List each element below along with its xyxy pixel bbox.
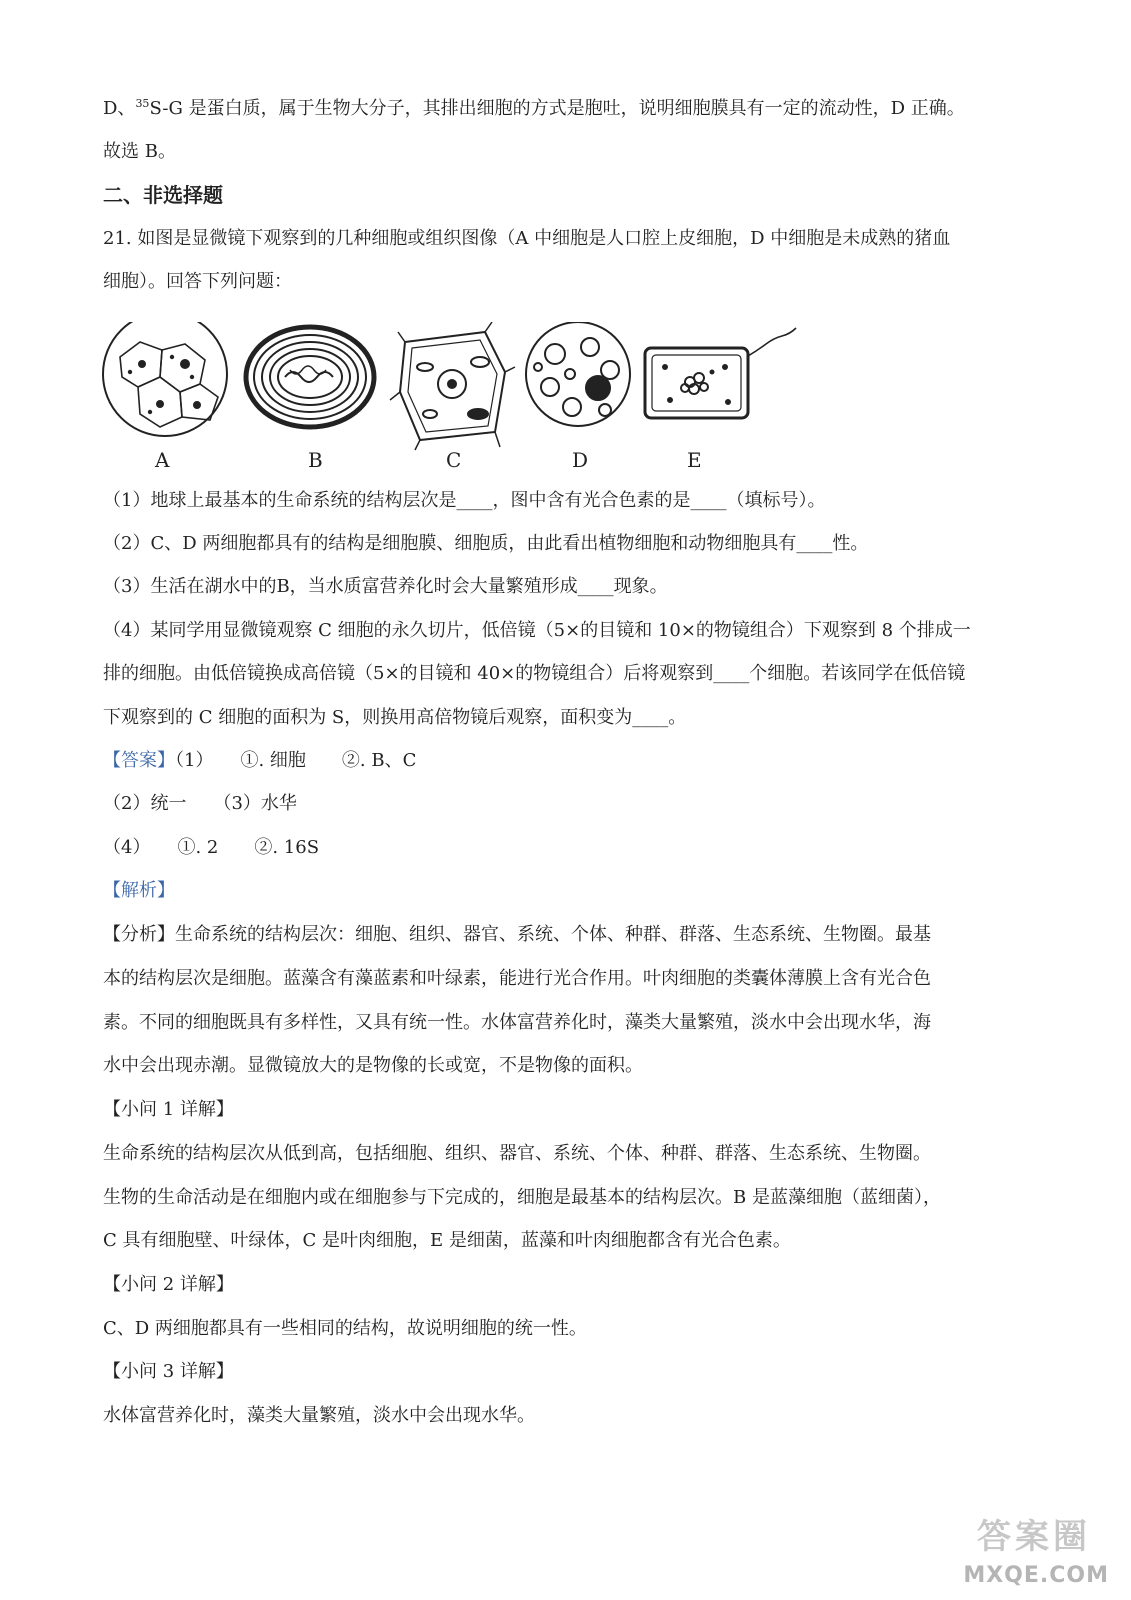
sub-question-4-line-1: （4）某同学用显微镜观察 C 细胞的永久切片，低倍镜（5×的目镜和 10×的物镜组合）下观察到 8 个排成一 <box>103 620 971 641</box>
sub-question-1: （1）地球上最基本的生命系统的结构层次是____，图中含有光合色素的是____（填标号）。 <box>103 490 826 511</box>
figure-label-d: D <box>572 448 589 472</box>
figure-label-c: C <box>446 448 462 472</box>
choose-line: 故选 B。 <box>103 141 176 162</box>
watermark-url: MXQE.COM <box>963 1563 1109 1588</box>
detail-1-title: 【小问 1 详解】 <box>103 1099 234 1120</box>
answer-line-2: （2）统一 （3）水华 <box>103 793 297 814</box>
detail-1-line-1: 生命系统的结构层次从低到高，包括细胞、组织、器官、系统、个体、种群、群落、生态系统、生物圈。 <box>103 1143 931 1164</box>
sub-question-3: （3）生活在湖水中的B，当水质富营养化时会大量繁殖形成____现象。 <box>103 576 668 597</box>
answer-line-3: （4） ①. 2 ②. 16S <box>103 837 320 858</box>
cell-image-e <box>645 328 796 418</box>
detail-1-line-3: C 具有细胞壁、叶绿体，C 是叶肉细胞，E 是细菌，蓝藻和叶肉细胞都含有光合色素。 <box>103 1230 791 1251</box>
analysis-line-4: 水中会出现赤潮。显微镜放大的是物像的长或宽，不是物像的面积。 <box>103 1055 643 1076</box>
sub-question-4-line-3: 下观察到的 C 细胞的面积为 S，则换用高倍物镜后观察，面积变为____。 <box>103 707 687 728</box>
cell-image-b <box>246 327 374 427</box>
detail-1-line-2: 生物的生命活动是在细胞内或在细胞参与下完成的，细胞是最基本的结构层次。B 是蓝藻细胞（蓝细菌）， <box>103 1187 941 1208</box>
question-21-line-2: 细胞）。回答下列问题： <box>103 271 292 292</box>
cell-image-c <box>390 322 515 450</box>
option-d-prefix: D、 <box>103 98 136 119</box>
detail-2-line-1: C、D 两细胞都具有一些相同的结构，故说明细胞的统一性。 <box>103 1318 587 1339</box>
cell-image-d <box>526 322 630 426</box>
answer-1: （1） ①. 细胞 ②. B、C <box>175 750 417 771</box>
sub-question-4-line-2: 排的细胞。由低倍镜换成高倍镜（5×的目镜和 40×的物镜组合）后将观察到____个细胞。若该同学在低倍镜 <box>103 663 966 684</box>
answer-tag: 【答案】 <box>103 750 175 771</box>
figure-label-a: A <box>155 448 170 472</box>
option-d-line <box>103 96 965 122</box>
detail-2-title: 【小问 2 详解】 <box>103 1274 234 1295</box>
detail-3-line-1: 水体富营养化时，藻类大量繁殖，淡水中会出现水华。 <box>103 1405 535 1426</box>
isotope-superscript: 35 <box>135 97 150 110</box>
sub-question-2: （2）C、D 两细胞都具有的结构是细胞膜、细胞质，由此看出植物细胞和动物细胞具有____性。 <box>103 533 869 554</box>
analysis-line-1: 【分析】生命系统的结构层次：细胞、组织、器官、系统、个体、种群、群落、生态系统、生物圈。最基 <box>103 924 931 945</box>
figure-label-b: B <box>308 448 323 472</box>
section-heading: 二、非选择题 <box>103 183 223 207</box>
analysis-line-2: 本的结构层次是细胞。蓝藻含有藻蓝素和叶绿素，能进行光合作用。叶肉细胞的类囊体薄膜上含有光合色 <box>103 968 931 989</box>
watermark-title: 答案圈 <box>977 1517 1091 1557</box>
analysis-tag: 【解析】 <box>103 880 175 901</box>
option-d-text: S-G 是蛋白质，属于生物大分子，其排出细胞的方式是胞吐，说明细胞膜具有一定的流动性，D 正确。 <box>149 98 965 119</box>
detail-3-title: 【小问 3 详解】 <box>103 1361 234 1382</box>
cell-image-a <box>103 322 227 436</box>
question-21-line-1: 21. 如图是显微镜下观察到的几种细胞或组织图像（A 中细胞是人口腔上皮细胞，D 中细胞是未成熟的猪血 <box>103 228 951 249</box>
analysis-line-3: 素。不同的细胞既具有多样性，又具有统一性。水体富营养化时，藻类大量繁殖，淡水中会出现水华，海 <box>103 1012 931 1033</box>
figure-label-e: E <box>687 448 702 472</box>
answer-line-1 <box>103 748 416 774</box>
